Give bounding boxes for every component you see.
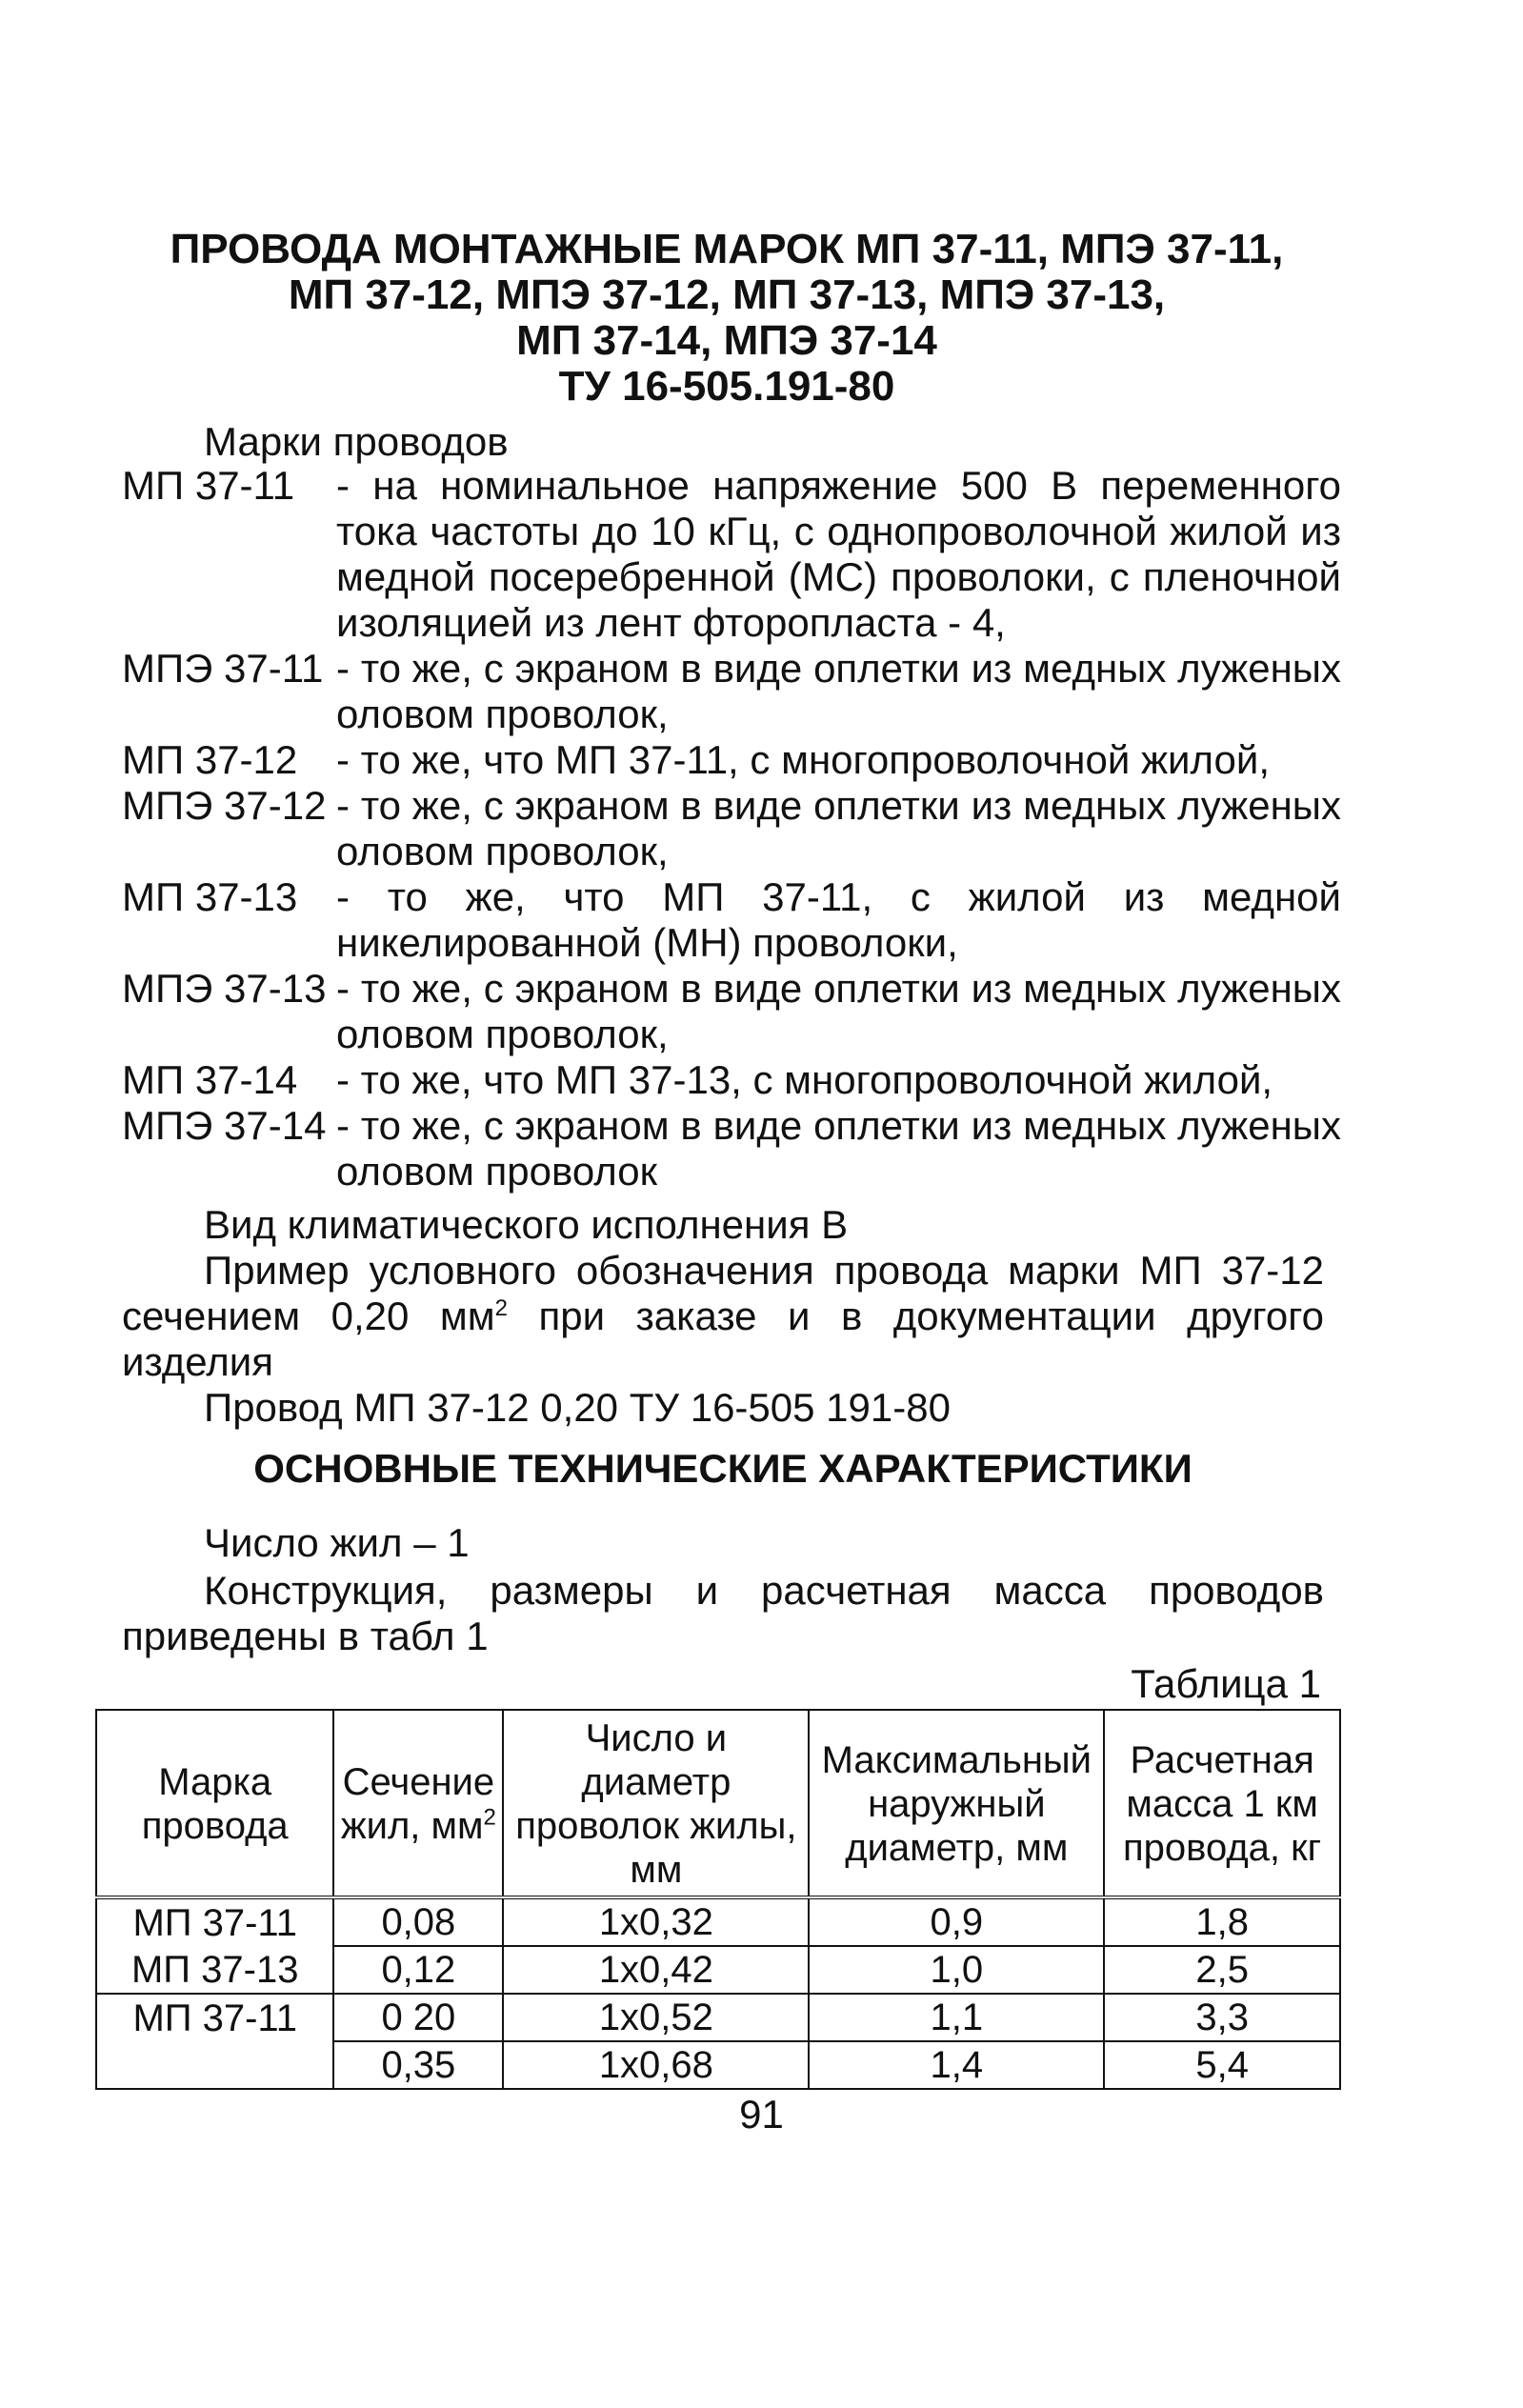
brand-description: - то же, что МП 37-11, с жилой из медной никелированной (МН) проволоки, bbox=[336, 874, 1341, 965]
cell-wires: 1x0,42 bbox=[503, 1946, 809, 1994]
brand-code: МП 37-14 bbox=[122, 1057, 298, 1102]
table-caption: Таблица 1 bbox=[1131, 1661, 1321, 1706]
header-section-text: Сечение жил, мм bbox=[340, 1761, 495, 1847]
cell-mass: 1,8 bbox=[1104, 1897, 1340, 1946]
brand-item bbox=[122, 874, 1341, 966]
table-header-row bbox=[96, 1710, 1340, 1897]
cell-wires: 1x0,68 bbox=[503, 2041, 809, 2089]
brand-code: МП 37-13 bbox=[122, 874, 298, 919]
cell-mark: МП 37-11 bbox=[96, 1897, 333, 1946]
cell-mass: 5,4 bbox=[1104, 2041, 1340, 2089]
cell-diameter: 1,0 bbox=[809, 1946, 1104, 1994]
brand-description: - на номинальное напряжение 500 В переменного тока частоты до 10 кГц, с однопроволочной жилой из медной посеребренной (МС) проволоки, с пленочной изоляцией из лент фторопласта - 4, bbox=[336, 463, 1341, 645]
brand-item bbox=[122, 783, 1341, 874]
brand-code: МПЭ 37-12 bbox=[122, 783, 327, 828]
header-section bbox=[333, 1710, 503, 1897]
cell-section: 0,08 bbox=[333, 1897, 503, 1946]
table-row bbox=[96, 1897, 1340, 1946]
superscript: 2 bbox=[483, 1804, 496, 1831]
brands-list bbox=[122, 463, 1341, 1194]
cell-mark bbox=[96, 2041, 333, 2089]
brand-item bbox=[122, 646, 1341, 737]
brand-item bbox=[122, 1103, 1341, 1194]
brand-item bbox=[122, 737, 1341, 783]
document-title bbox=[122, 227, 1332, 410]
cores-text: Число жил – 1 bbox=[204, 1520, 470, 1565]
cell-mass: 2,5 bbox=[1104, 1946, 1340, 1994]
characteristics-table bbox=[95, 1709, 1341, 2090]
construction-paragraph bbox=[122, 1568, 1324, 1659]
example-text: Пример условного обозначения провода марки МП 37-12 сечением 0,20 мм bbox=[122, 1248, 1324, 1338]
title-line: ТУ 16-505.191-80 bbox=[558, 363, 895, 410]
title-line: МП 37-14, МПЭ 37-14 bbox=[516, 317, 937, 364]
header-wires: Число и диаметр проволок жилы, мм bbox=[503, 1710, 809, 1897]
brand-description: - то же, с экраном в виде оплетки из медных луженых оловом проволок, bbox=[336, 966, 1341, 1056]
section-title: ОСНОВНЫЕ ТЕХНИЧЕСКИЕ ХАРАКТЕРИСТИКИ bbox=[253, 1446, 1192, 1491]
cell-mass: 3,3 bbox=[1104, 1994, 1340, 2041]
brand-description: - то же, с экраном в виде оплетки из медных луженых оловом проволок, bbox=[336, 646, 1341, 736]
climate-text: Вид климатического исполнения В bbox=[204, 1202, 849, 1247]
header-mass: Расчетная масса 1 км провода, кг bbox=[1104, 1710, 1340, 1897]
cell-wires: 1x0,52 bbox=[503, 1994, 809, 2041]
cell-mark: МП 37-13 bbox=[96, 1946, 333, 1994]
title-line: МП 37-12, МПЭ 37-12, МП 37-13, МПЭ 37-13, bbox=[288, 271, 1166, 318]
brand-item bbox=[122, 1057, 1341, 1103]
page-number: 91 bbox=[739, 2092, 784, 2137]
brand-description: - то же, что МП 37-11, с многопроволочной жилой, bbox=[336, 737, 1270, 782]
cell-mark: МП 37-11 bbox=[96, 1994, 333, 2041]
superscript: 2 bbox=[494, 1295, 508, 1321]
brands-heading: Марки проводов bbox=[204, 419, 509, 464]
brand-code: МПЭ 37-11 bbox=[122, 646, 324, 691]
brand-description: - то же, с экраном в виде оплетки из медных луженых оловом проволок, bbox=[336, 783, 1341, 873]
title-line: ПРОВОДА МОНТАЖНЫЕ МАРОК МП 37-11, МПЭ 37-11, bbox=[170, 226, 1284, 272]
cell-diameter: 1,1 bbox=[809, 1994, 1104, 2041]
table-row bbox=[96, 1994, 1340, 2041]
cell-section: 0 20 bbox=[333, 1994, 503, 2041]
construction-text: Конструкция, размеры и расчетная масса проводов приведены в табл 1 bbox=[122, 1568, 1324, 1658]
cell-wires: 1x0,32 bbox=[503, 1897, 809, 1946]
brand-item bbox=[122, 966, 1341, 1057]
brand-item bbox=[122, 463, 1341, 646]
brand-code: МП 37-11 bbox=[122, 463, 295, 508]
brand-description: - то же, с экраном в виде оплетки из медных луженых оловом проволок bbox=[336, 1103, 1341, 1194]
cell-diameter: 1,4 bbox=[809, 2041, 1104, 2089]
header-diameter: Максимальный наружный диаметр, мм bbox=[809, 1710, 1104, 1897]
brand-code: МП 37-12 bbox=[122, 737, 298, 782]
header-mark: Марка провода bbox=[96, 1710, 333, 1897]
example-paragraph bbox=[122, 1248, 1324, 1385]
example-designation: Провод МП 37-12 0,20 ТУ 16-505 191-80 bbox=[204, 1385, 951, 1430]
brand-code: МПЭ 37-13 bbox=[122, 966, 327, 1011]
example-text-end: при заказе и в документации другого изделия bbox=[122, 1294, 1324, 1384]
cell-section: 0,12 bbox=[333, 1946, 503, 1994]
cell-diameter: 0,9 bbox=[809, 1897, 1104, 1946]
brand-description: - то же, что МП 37-13, с многопроволочной жилой, bbox=[336, 1057, 1273, 1102]
table-row bbox=[96, 2041, 1340, 2089]
brand-code: МПЭ 37-14 bbox=[122, 1103, 327, 1148]
table-row bbox=[96, 1946, 1340, 1994]
cell-section: 0,35 bbox=[333, 2041, 503, 2089]
